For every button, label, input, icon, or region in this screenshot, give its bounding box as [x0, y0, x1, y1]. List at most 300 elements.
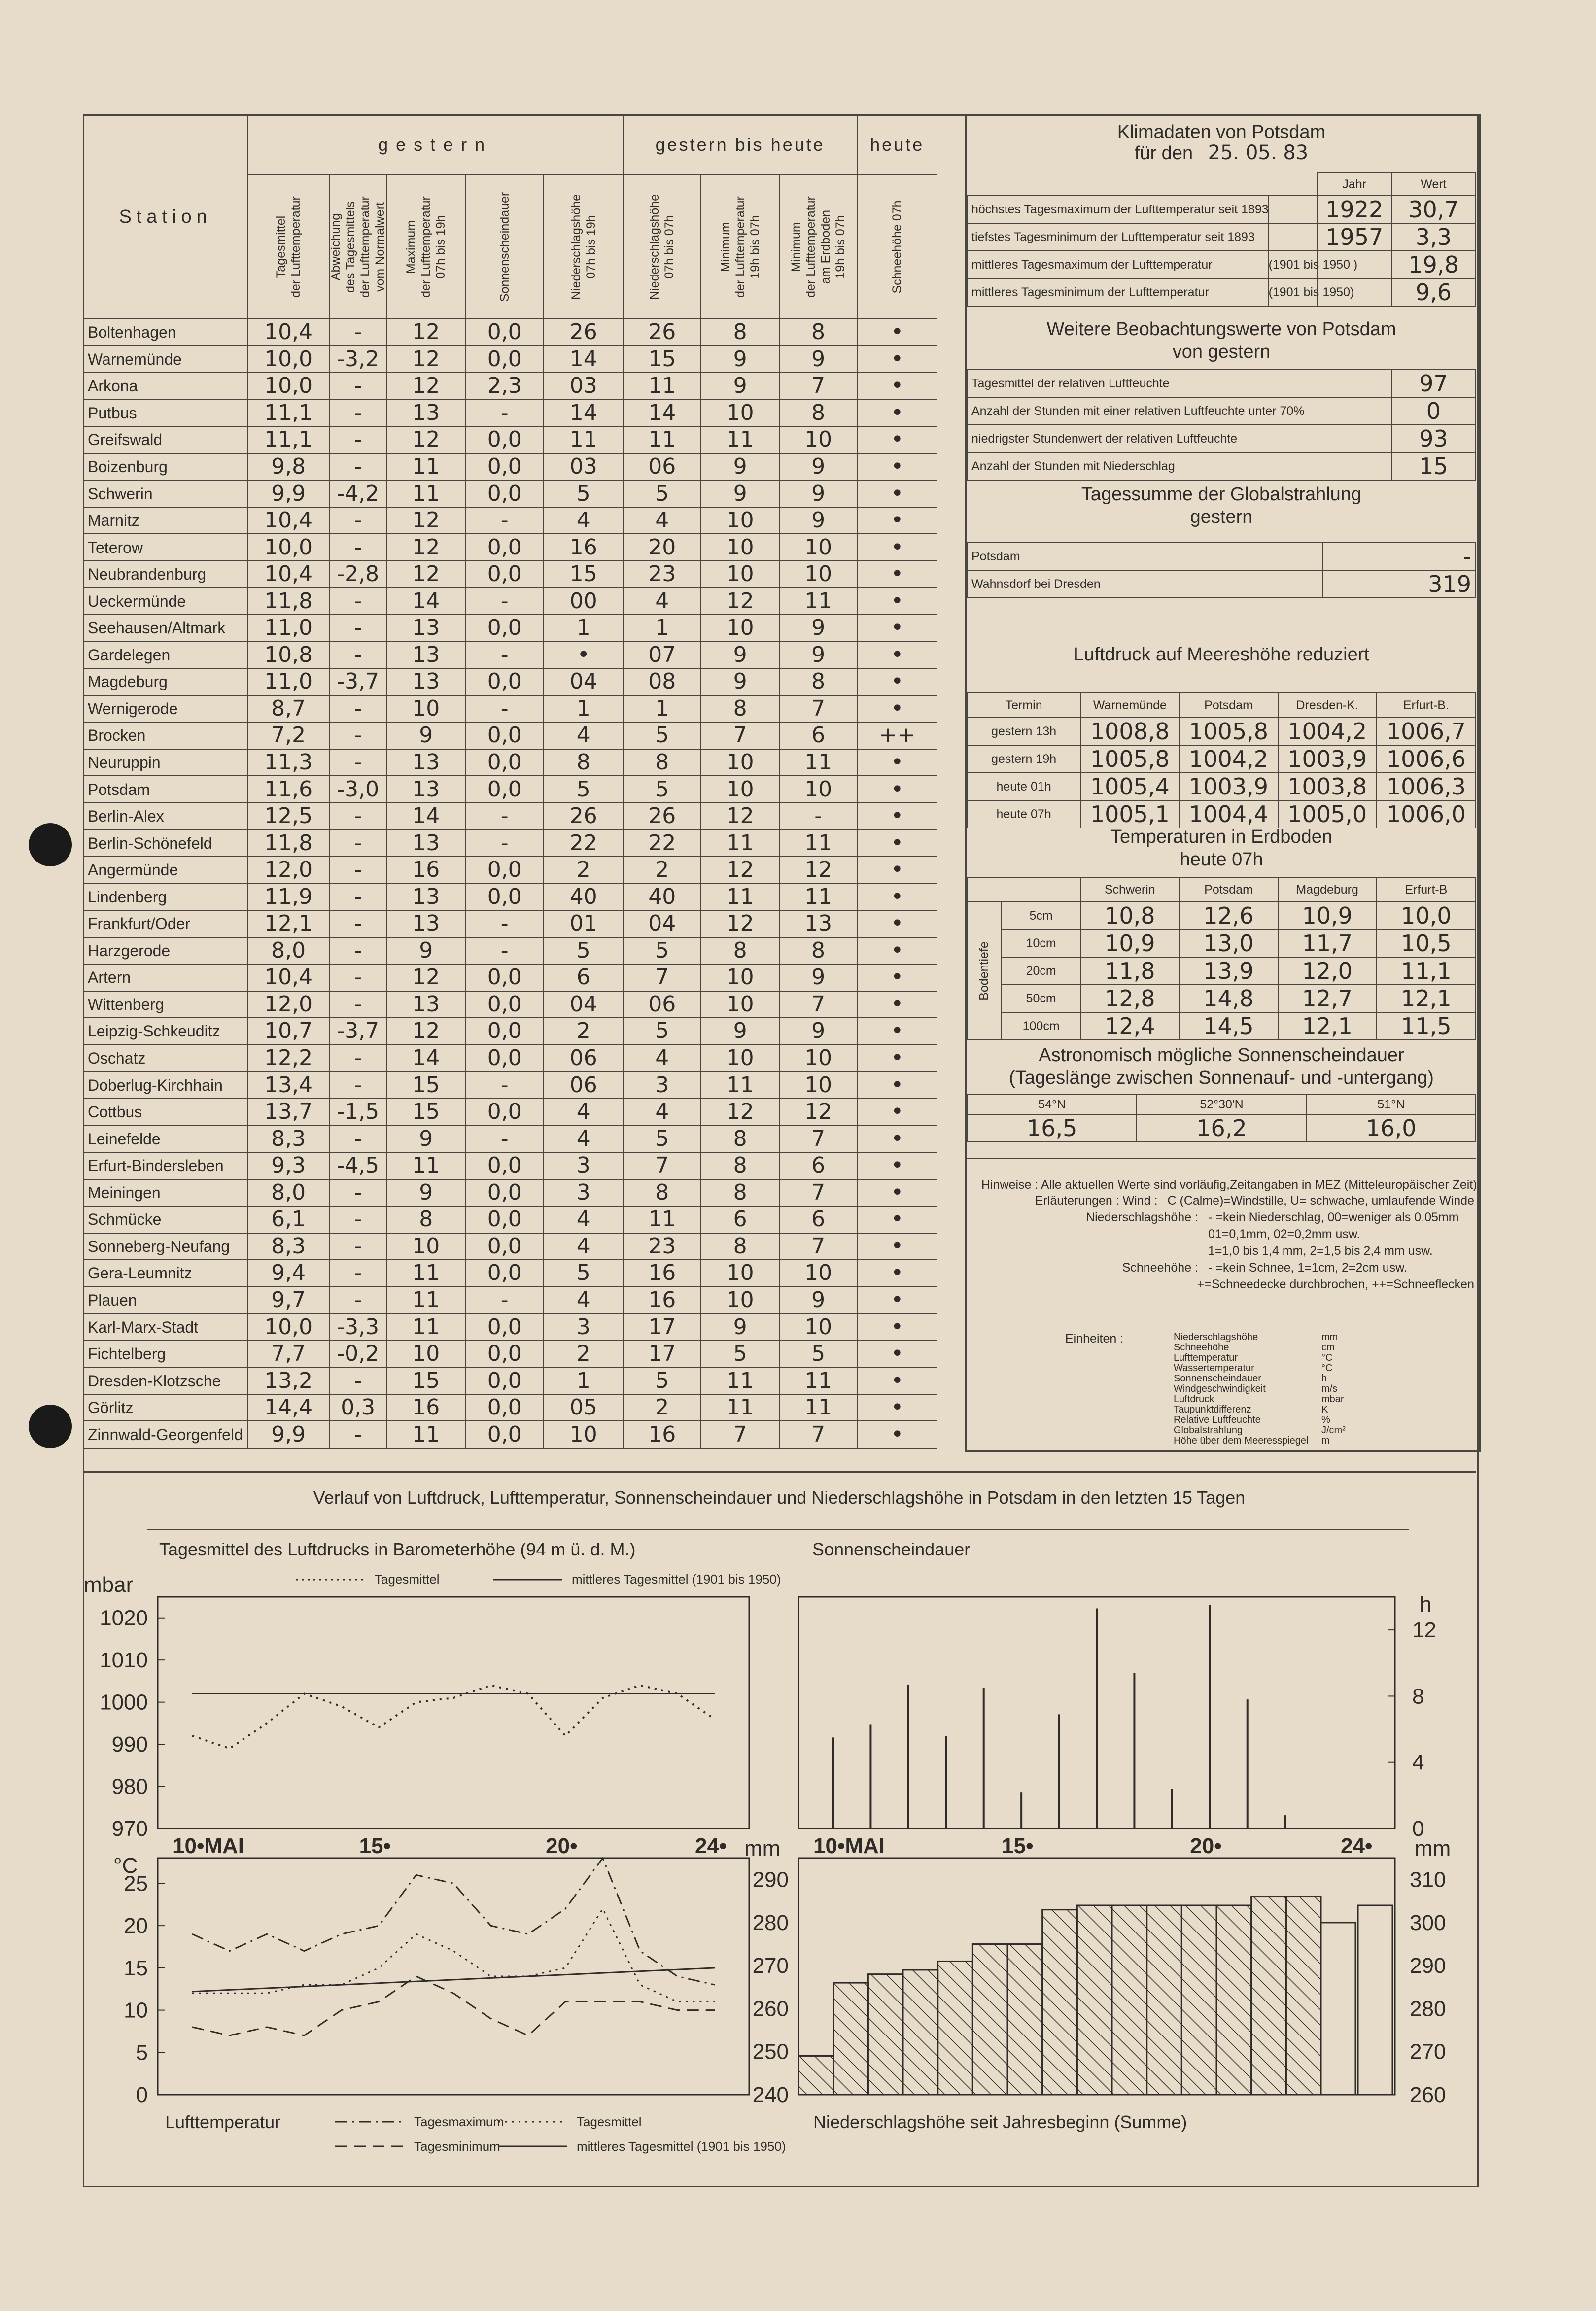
klimadaten-table	[967, 172, 1476, 307]
station-value: 14	[544, 400, 623, 427]
station-name: Putbus	[83, 400, 247, 427]
astro-value: 16,2	[1137, 1114, 1306, 1142]
station-value: 22	[544, 829, 623, 857]
station-value: 0,0	[465, 346, 544, 373]
station-value: 4	[544, 722, 623, 749]
beobachtung-label: Anzahl der Stunden mit einer relativen Luftfeuchte unter 70%	[967, 397, 1391, 425]
station-value: 7	[779, 373, 857, 400]
station-row	[83, 1421, 937, 1448]
station-value: 0,0	[465, 1018, 544, 1045]
unit-symbol: %	[1321, 1414, 1330, 1425]
station-value: 6,1	[247, 1206, 329, 1233]
station-value: •	[544, 642, 623, 669]
station-name: Neuruppin	[83, 749, 247, 776]
erdboden-value: 13,0	[1179, 930, 1278, 957]
station-value: 4	[623, 1045, 701, 1072]
rain-chart-title: Niederschlagshöhe seit Jahresbeginn (Summe)	[813, 2112, 1187, 2132]
erdboden-table	[967, 877, 1476, 1040]
station-value: 10,8	[247, 642, 329, 669]
globalstrahlung-value: -	[1322, 543, 1476, 570]
station-value: 2,3	[465, 373, 544, 400]
station-value: •	[857, 453, 937, 481]
station-value: 5	[544, 776, 623, 803]
station-value: -	[329, 991, 387, 1018]
punch-hole-lower	[29, 1405, 72, 1448]
station-value: 15	[386, 1099, 465, 1126]
station-value: -3,7	[329, 668, 387, 695]
rain-ytick: 260	[752, 1997, 789, 2021]
rain-ytick: 290	[752, 1867, 789, 1892]
unit-symbol: °C	[1321, 1352, 1333, 1363]
station-name: Doberlug-Kirchhain	[83, 1071, 247, 1099]
station-row	[83, 373, 937, 400]
station-value: •	[857, 587, 937, 615]
klima-period	[1268, 223, 1318, 251]
station-value: 9	[779, 480, 857, 507]
station-value: 15	[386, 1367, 465, 1394]
station-row	[83, 453, 937, 481]
beobachtung-table	[967, 369, 1476, 481]
luftdruck-title: Luftdruck auf Meereshöhe reduziert	[1074, 644, 1369, 665]
sun-ytick: 12	[1412, 1618, 1436, 1643]
station-name: Leinefelde	[83, 1125, 247, 1152]
station-value: 11	[623, 373, 701, 400]
station-name: Meiningen	[83, 1179, 247, 1207]
erlaeuterung-text: 1=1,0 bis 1,4 mm, 2=1,5 bis 2,4 mm usw.	[1208, 1244, 1433, 1258]
station-value: 10,4	[247, 319, 329, 346]
station-value: 16	[623, 1260, 701, 1287]
station-value: •	[857, 319, 937, 346]
station-value: 0,0	[465, 453, 544, 481]
station-value: •	[857, 964, 937, 991]
station-value: -2,8	[329, 561, 387, 588]
erlaeuterung-label: Niederschlagshöhe :	[1086, 1210, 1198, 1224]
station-value: 0,0	[465, 1179, 544, 1207]
station-name: Wittenberg	[83, 991, 247, 1018]
erlaeuterung-label: Erläuterungen : Wind :	[1035, 1194, 1158, 1207]
erlaeuterung-label	[981, 1244, 1208, 1261]
col-jahr: Jahr	[1318, 173, 1391, 196]
station-name: Cottbus	[83, 1099, 247, 1126]
temp-ytick: 5	[136, 2040, 148, 2065]
luftdruck-col-header: Potsdam	[1179, 693, 1278, 718]
erdboden-corner	[967, 877, 1080, 902]
station-row	[83, 1179, 937, 1207]
station-value: 8	[701, 937, 779, 965]
station-value: •	[857, 1045, 937, 1072]
luftdruck-termin: gestern 19h	[967, 745, 1080, 773]
station-name: Dresden-Klotzsche	[83, 1367, 247, 1394]
beobachtung-label: Anzahl der Stunden mit Niederschlag	[967, 452, 1391, 480]
luftdruck-row	[967, 745, 1476, 773]
globalstrahlung-label: Potsdam	[967, 543, 1322, 570]
station-value: 00	[544, 587, 623, 615]
group-header-gestern-bis-heute: gestern bis heute	[623, 115, 857, 175]
erlaeuterung-text: - =kein Niederschlag, 00=weniger als 0,05mm	[1208, 1210, 1459, 1224]
legend-normal: mittleres Tagesmittel (1901 bis 1950)	[572, 1572, 781, 1587]
station-value: •	[857, 857, 937, 884]
erdboden-header-row	[967, 877, 1476, 902]
station-value: 10,4	[247, 561, 329, 588]
station-name: Gardelegen	[83, 642, 247, 669]
station-value: 12	[386, 534, 465, 561]
station-value: 12	[386, 319, 465, 346]
station-value: 9	[701, 1313, 779, 1341]
beobachtung-value: 0	[1391, 397, 1476, 425]
station-value: 7	[779, 1233, 857, 1260]
station-value: •	[857, 642, 937, 669]
klima-label: tiefstes Tagesminimum der Lufttemperatur seit 1893	[967, 223, 1268, 251]
sun-ytick: 4	[1412, 1750, 1424, 1775]
station-value: 6	[779, 1206, 857, 1233]
station-value: -	[329, 1367, 387, 1394]
rain-y2tick: 310	[1410, 1867, 1446, 1892]
station-value: •	[857, 1233, 937, 1260]
beobachtung-subtitle: von gestern	[1172, 342, 1271, 362]
klima-jahr: 1957	[1318, 223, 1391, 251]
station-value: -	[329, 1125, 387, 1152]
astro-latitude: 52°30'N	[1137, 1095, 1306, 1114]
erdboden-value: 12,7	[1278, 985, 1377, 1012]
unit-line	[1174, 1383, 1459, 1394]
station-row	[83, 1313, 937, 1341]
station-row	[83, 1125, 937, 1152]
station-value: 12	[701, 857, 779, 884]
station-row	[83, 910, 937, 937]
station-value: 13	[386, 776, 465, 803]
station-name: Artern	[83, 964, 247, 991]
station-value: 11	[779, 1367, 857, 1394]
station-value: 8	[623, 749, 701, 776]
station-value: 20	[623, 534, 701, 561]
globalstrahlung-label: Wahnsdorf bei Dresden	[967, 570, 1322, 598]
station-row	[83, 749, 937, 776]
station-value: 08	[623, 668, 701, 695]
station-value: 10	[779, 1260, 857, 1287]
station-value: 11,9	[247, 883, 329, 910]
right-panel	[965, 114, 1481, 1452]
erlaeuterungen	[981, 1194, 1474, 1294]
station-value: •	[857, 1152, 937, 1179]
station-row	[83, 1099, 937, 1126]
station-value: -	[329, 749, 387, 776]
station-value: -3,3	[329, 1313, 387, 1341]
pressure-xtick: 10•MAI	[173, 1834, 244, 1858]
station-value: -3,7	[329, 1018, 387, 1045]
station-row	[83, 1152, 937, 1179]
luftdruck-value: 1004,2	[1179, 745, 1278, 773]
erdboden-value: 11,8	[1080, 957, 1179, 985]
station-value: -0,2	[329, 1341, 387, 1368]
group-header-gestern: gestern	[247, 115, 623, 175]
station-value: 11,3	[247, 749, 329, 776]
station-value: 16	[386, 857, 465, 884]
temp-ytick: 10	[124, 1998, 148, 2023]
station-value: 7	[779, 1125, 857, 1152]
station-name: Schwerin	[83, 480, 247, 507]
station-value: -	[329, 964, 387, 991]
station-value: 1	[544, 1367, 623, 1394]
station-value: 06	[623, 453, 701, 481]
globalstrahlung-subtitle: gestern	[1190, 507, 1253, 527]
pressure-unit: mbar	[84, 1573, 134, 1597]
station-name: Zinnwald-Georgenfeld	[83, 1421, 247, 1448]
station-value: 8	[701, 319, 779, 346]
station-name: Erfurt-Bindersleben	[83, 1152, 247, 1179]
station-value: 5	[544, 1260, 623, 1287]
station-value: 0,0	[465, 749, 544, 776]
station-value: 1	[623, 695, 701, 723]
station-value: 10	[701, 749, 779, 776]
station-value: 2	[544, 1018, 623, 1045]
station-value: 3	[544, 1179, 623, 1207]
temp-legend-label: mittleres Tagesmittel (1901 bis 1950)	[577, 2139, 786, 2154]
sun-xtick: 10•MAI	[813, 1834, 885, 1858]
klima-wert: 19,8	[1391, 251, 1476, 278]
temp-ytick: 15	[124, 1956, 148, 1980]
station-value: -	[465, 695, 544, 723]
hinweis-line: Hinweise : Alle aktuellen Werte sind vorläufig,Zeitangaben in MEZ (Mitteleuropäischer Zeit)	[981, 1178, 1477, 1192]
station-value: -	[329, 319, 387, 346]
station-value: 12,0	[247, 857, 329, 884]
station-row	[83, 883, 937, 910]
station-value: 8	[701, 1125, 779, 1152]
station-value: 6	[779, 1152, 857, 1179]
station-value: •	[857, 803, 937, 830]
station-value: 12	[386, 426, 465, 453]
astro-value: 16,5	[967, 1114, 1137, 1142]
station-value: 11,0	[247, 668, 329, 695]
station-value: -	[329, 829, 387, 857]
station-value: 10,7	[247, 1018, 329, 1045]
station-row	[83, 829, 937, 857]
station-value: 12	[386, 1018, 465, 1045]
station-value: 10	[701, 507, 779, 534]
charts-section	[83, 1471, 1476, 2186]
unit-quantity: Windgeschwindigkeit	[1174, 1383, 1266, 1394]
station-value: 8,7	[247, 695, 329, 723]
station-value: 9	[779, 964, 857, 991]
station-value: -	[465, 400, 544, 427]
station-value: 9,8	[247, 453, 329, 481]
station-value: 13	[386, 910, 465, 937]
station-value: -	[465, 803, 544, 830]
station-value: 9	[779, 1018, 857, 1045]
station-name: Potsdam	[83, 776, 247, 803]
erdboden-value: 12,1	[1377, 985, 1476, 1012]
klima-row	[967, 278, 1476, 306]
beobachtung-label: Tagesmittel der relativen Luftfeuchte	[967, 370, 1391, 397]
temp-legend-label: Tagesminimum	[414, 2139, 500, 2154]
station-value: 4	[544, 1125, 623, 1152]
station-value: 16	[386, 1394, 465, 1421]
unit-line	[1174, 1425, 1459, 1435]
pressure-ytick: 1000	[100, 1690, 148, 1715]
station-value: -	[329, 1233, 387, 1260]
erlaeuterung-label	[981, 1227, 1208, 1244]
station-name: Warnemünde	[83, 346, 247, 373]
erdboden-value: 10,5	[1377, 930, 1476, 957]
station-row	[83, 507, 937, 534]
station-value: -	[329, 1071, 387, 1099]
station-name: Marnitz	[83, 507, 247, 534]
station-value: 7	[779, 1179, 857, 1207]
station-value: 40	[623, 883, 701, 910]
station-value: •	[857, 534, 937, 561]
station-value: -1,5	[329, 1099, 387, 1126]
station-value: 0,0	[465, 1152, 544, 1179]
station-value: 26	[544, 803, 623, 830]
station-value: 8	[544, 749, 623, 776]
station-value: 2	[623, 1394, 701, 1421]
station-name: Sonneberg-Neufang	[83, 1233, 247, 1260]
station-value: 13	[386, 749, 465, 776]
station-value: 0,0	[465, 668, 544, 695]
station-value: 5	[623, 776, 701, 803]
station-name: Karl-Marx-Stadt	[83, 1313, 247, 1341]
station-value: 22	[623, 829, 701, 857]
sun-ytick: 8	[1412, 1684, 1424, 1709]
klimadaten-date: 25. 05. 83	[1208, 141, 1309, 164]
erdboden-value: 10,9	[1080, 930, 1179, 957]
station-value: 7,2	[247, 722, 329, 749]
station-value: 10	[701, 1260, 779, 1287]
station-value: -	[329, 910, 387, 937]
station-name: Angermünde	[83, 857, 247, 884]
station-value: 9,4	[247, 1260, 329, 1287]
station-name: Magdeburg	[83, 668, 247, 695]
station-value: 14	[544, 346, 623, 373]
station-value: 11	[623, 1206, 701, 1233]
station-value: 4	[544, 1287, 623, 1314]
klima-wert: 30,7	[1391, 196, 1476, 223]
station-value: 10,0	[247, 373, 329, 400]
station-value: 10	[779, 561, 857, 588]
erdboden-value: 12,4	[1080, 1012, 1179, 1040]
pressure-chart-title: Tagesmittel des Luftdrucks in Barometerhöhe (94 m ü. d. M.)	[159, 1539, 636, 1559]
unit-line	[1174, 1373, 1459, 1383]
sun-xtick: 15•	[1002, 1834, 1034, 1858]
col-header: Niederschlagshöhe 07h bis 07h	[623, 175, 701, 319]
station-value: 10	[779, 534, 857, 561]
station-value: 14	[386, 587, 465, 615]
pressure-ytick: 1020	[100, 1606, 148, 1630]
station-value: •	[857, 400, 937, 427]
erdboden-value: 10,0	[1377, 902, 1476, 930]
luftdruck-header-row	[967, 693, 1476, 718]
station-value: 8	[701, 695, 779, 723]
unit-quantity: Globalstrahlung	[1174, 1425, 1243, 1436]
station-value: -	[329, 615, 387, 642]
rain-ytick: 250	[752, 2039, 789, 2064]
col-header: Abweichung des Tagesmittels der Lufttemperatur vom Normalwert	[329, 175, 387, 319]
station-value: 0,0	[465, 1045, 544, 1072]
station-value: •	[857, 507, 937, 534]
station-value: 12	[386, 507, 465, 534]
klima-row	[967, 251, 1476, 278]
station-value: •	[857, 615, 937, 642]
station-value: 11	[386, 480, 465, 507]
station-value: 8	[779, 400, 857, 427]
station-value: 8	[701, 1233, 779, 1260]
station-value: 10	[701, 1287, 779, 1314]
temp-ytick: 0	[136, 2083, 148, 2107]
erlaeuterung-text: +=Schneedecke durchbrochen, ++=Schneeflecken	[1197, 1277, 1474, 1291]
station-value: 9	[701, 642, 779, 669]
station-value: 12	[701, 803, 779, 830]
erlaeuterung-line	[981, 1210, 1474, 1227]
station-name: Berlin-Alex	[83, 803, 247, 830]
beobachtung-value: 15	[1391, 452, 1476, 480]
station-value: 11,8	[247, 829, 329, 857]
station-value: -	[329, 857, 387, 884]
station-value: 0,0	[465, 1367, 544, 1394]
station-value: 06	[544, 1045, 623, 1072]
station-value: •	[857, 1287, 937, 1314]
station-value: -	[465, 829, 544, 857]
erdboden-col-header: Magdeburg	[1278, 877, 1377, 902]
pressure-ytick: 970	[111, 1817, 148, 1841]
unit-quantity: Sonnenscheindauer	[1174, 1373, 1261, 1384]
erlaeuterung-label	[981, 1277, 1197, 1294]
station-value: 12	[701, 587, 779, 615]
station-value: •	[857, 1341, 937, 1368]
erdboden-col-header: Potsdam	[1179, 877, 1278, 902]
station-value: 11	[701, 426, 779, 453]
station-value: 15	[544, 561, 623, 588]
globalstrahlung-table	[967, 542, 1476, 598]
station-value: -4,5	[329, 1152, 387, 1179]
erdboden-row	[967, 985, 1476, 1012]
station-value: •	[857, 937, 937, 965]
station-value: •	[857, 1394, 937, 1421]
station-row	[83, 319, 937, 346]
station-value: -	[329, 453, 387, 481]
station-name: Fichtelberg	[83, 1341, 247, 1368]
sun-xtick: 20•	[1190, 1834, 1222, 1858]
station-name: Harzgerode	[83, 937, 247, 965]
station-value: 11,0	[247, 615, 329, 642]
station-value: 26	[623, 319, 701, 346]
station-value: 11,1	[247, 426, 329, 453]
station-value: 04	[544, 991, 623, 1018]
station-row	[83, 426, 937, 453]
station-name: Wernigerode	[83, 695, 247, 723]
station-value: 8,0	[247, 937, 329, 965]
erdboden-value: 12,1	[1278, 1012, 1377, 1040]
unit-line	[1174, 1352, 1459, 1363]
station-value: 9	[701, 453, 779, 481]
station-value: •	[857, 561, 937, 588]
station-value: 13,7	[247, 1099, 329, 1126]
erlaeuterung-line	[981, 1194, 1474, 1210]
unit-quantity: Niederschlagshöhe	[1174, 1332, 1258, 1343]
station-value: 11	[701, 883, 779, 910]
station-value: 7,7	[247, 1341, 329, 1368]
luftdruck-value: 1006,3	[1377, 773, 1476, 800]
klima-period	[1268, 196, 1318, 223]
unit-line	[1174, 1435, 1459, 1446]
unit-symbol: h	[1321, 1373, 1327, 1384]
station-value: 9	[386, 1125, 465, 1152]
station-value: 04	[623, 910, 701, 937]
station-value: 05	[544, 1394, 623, 1421]
station-value: -	[465, 1071, 544, 1099]
luftdruck-value: 1005,8	[1080, 745, 1179, 773]
station-row	[83, 400, 937, 427]
station-value: 10	[701, 400, 779, 427]
unit-quantity: Schneehöhe	[1174, 1342, 1229, 1353]
